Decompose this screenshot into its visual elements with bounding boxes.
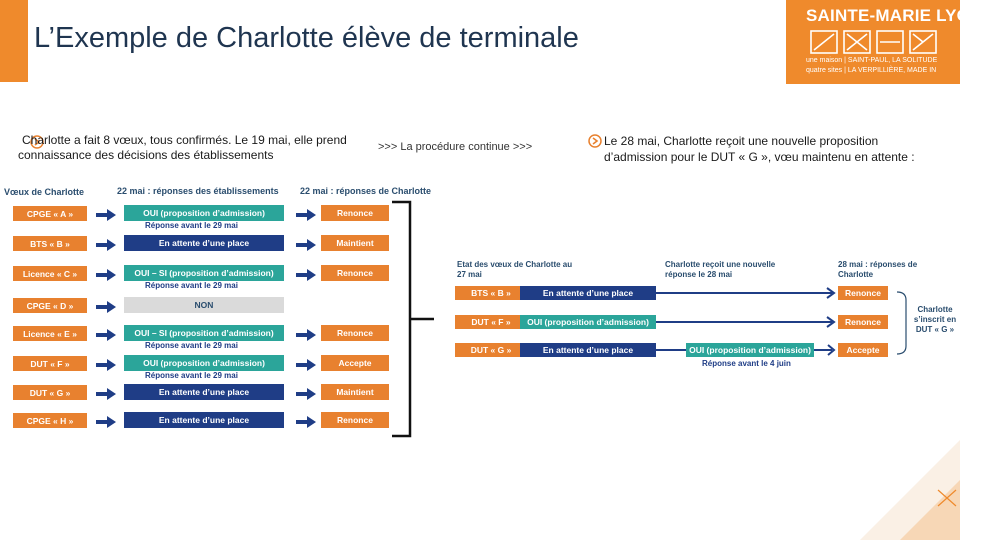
logo-line-1: une maison | SAINT-PAUL, LA SOLITUDE	[806, 57, 938, 64]
logo-name: SAINTE-MARIE LYON	[806, 6, 983, 25]
arrow-right-icon	[96, 416, 116, 428]
arrow-right-icon	[296, 269, 316, 281]
page-title: L’Exemple de Charlotte élève de terminale	[34, 22, 579, 54]
arrow-right-icon	[96, 269, 116, 281]
arrow-right-icon	[296, 209, 316, 221]
charlotte-response: Renonce	[838, 315, 888, 329]
charlotte-response: Renonce	[321, 205, 389, 221]
bracket-icon	[390, 200, 440, 440]
arrow-right-icon	[96, 359, 116, 371]
logo	[786, 0, 983, 84]
voeu-label: DUT « F »	[13, 356, 87, 371]
arrow-right-icon	[96, 388, 116, 400]
charlotte-response: Renonce	[321, 265, 389, 281]
voeu-label: DUT « G »	[455, 343, 527, 357]
etablissement-status: En attente d’une place	[124, 412, 284, 428]
intro-right-text: Le 28 mai, Charlotte reçoit une nouvelle proposition d’admission pour le DUT « G », vœu maintenu en attente :	[604, 134, 915, 164]
deadline-note: Réponse avant le 29 mai	[145, 281, 238, 290]
right-col-etat-header: Etat des vœux de Charlotte au 27 mai	[457, 260, 573, 279]
charlotte-response: Accepte	[838, 343, 888, 357]
continue-text: >>> La procédure continue >>>	[378, 141, 533, 153]
arrow-right-icon	[96, 209, 116, 221]
etat-status: En attente d’une place	[520, 343, 656, 357]
etablissement-status: NON	[124, 297, 284, 313]
arrow-right-icon	[296, 388, 316, 400]
arrow-right-icon	[96, 301, 116, 313]
deadline-note: Réponse avant le 29 mai	[145, 371, 238, 380]
voeu-label: DUT « F »	[455, 315, 527, 329]
etat-status: En attente d’une place	[520, 286, 656, 300]
voeu-label: CPGE « H »	[13, 413, 87, 428]
etablissement-status: OUI (proposition d’admission)	[124, 355, 284, 371]
charlotte-response: Renonce	[321, 325, 389, 341]
arrow-right-icon	[96, 239, 116, 251]
right-col-nouvelle-header: Charlotte reçoit une nouvelle réponse le 28 mai	[665, 260, 776, 279]
arrow-right-icon	[656, 316, 838, 328]
col-voeux-header: Vœux de Charlotte	[4, 187, 85, 197]
charlotte-response: Maintient	[321, 384, 389, 400]
deadline-note: Réponse avant le 4 juin	[702, 359, 791, 368]
charlotte-response: Renonce	[838, 286, 888, 300]
right-col-reponses-header: 28 mai : réponses de Charlotte	[838, 260, 918, 279]
accent-bar	[0, 0, 28, 82]
charlotte-response: Accepte	[321, 355, 389, 371]
connector-line-icon	[656, 346, 686, 354]
arrow-right-icon	[296, 329, 316, 341]
voeu-label: DUT « G »	[13, 385, 87, 400]
corner-decoration-icon	[860, 440, 960, 540]
etablissement-status: OUI – SI (proposition d’admission)	[124, 325, 284, 341]
logo-marks-icon	[810, 30, 938, 54]
voeu-label: BTS « B »	[455, 286, 527, 300]
voeu-label: BTS « B »	[13, 236, 87, 251]
voeu-label: CPGE « D »	[13, 298, 87, 313]
outcome-text: Charlotte s’inscrit en DUT « G »	[913, 305, 957, 334]
voeu-label: CPGE « A »	[13, 206, 87, 221]
arrow-right-icon	[656, 287, 838, 299]
etat-status: OUI (proposition d’admission)	[520, 315, 656, 329]
logo-line-2: quatre sites | LA VERPILLIÈRE, MADE IN	[806, 67, 937, 74]
arrow-right-icon	[296, 359, 316, 371]
charlotte-response: Maintient	[321, 235, 389, 251]
etablissement-status: OUI – SI (proposition d’admission)	[124, 265, 284, 281]
deadline-note: Réponse avant le 29 mai	[145, 341, 238, 350]
voeu-label: Licence « C »	[13, 266, 87, 281]
nouvelle-proposition: OUI (proposition d’admission)	[686, 343, 814, 357]
bullet-arrow-icon	[588, 134, 602, 148]
etablissement-status: En attente d’une place	[124, 235, 284, 251]
etablissement-status: OUI (proposition d’admission)	[124, 205, 284, 221]
voeu-label: Licence « E »	[13, 326, 87, 341]
col-etablissements-header: 22 mai : réponses des établissements	[117, 186, 279, 196]
deadline-note: Réponse avant le 29 mai	[145, 221, 238, 230]
etablissement-status: En attente d’une place	[124, 384, 284, 400]
arrow-right-icon	[814, 344, 838, 356]
col-charlotte-header: 22 mai : réponses de Charlotte	[300, 186, 432, 196]
arrow-right-icon	[96, 329, 116, 341]
arrow-right-icon	[296, 239, 316, 251]
charlotte-response: Renonce	[321, 412, 389, 428]
arrow-right-icon	[296, 416, 316, 428]
intro-left-text: Charlotte a fait 8 vœux, tous confirmés. Le 19 mai, elle prend connaissance des décisions des établissements	[18, 133, 347, 162]
